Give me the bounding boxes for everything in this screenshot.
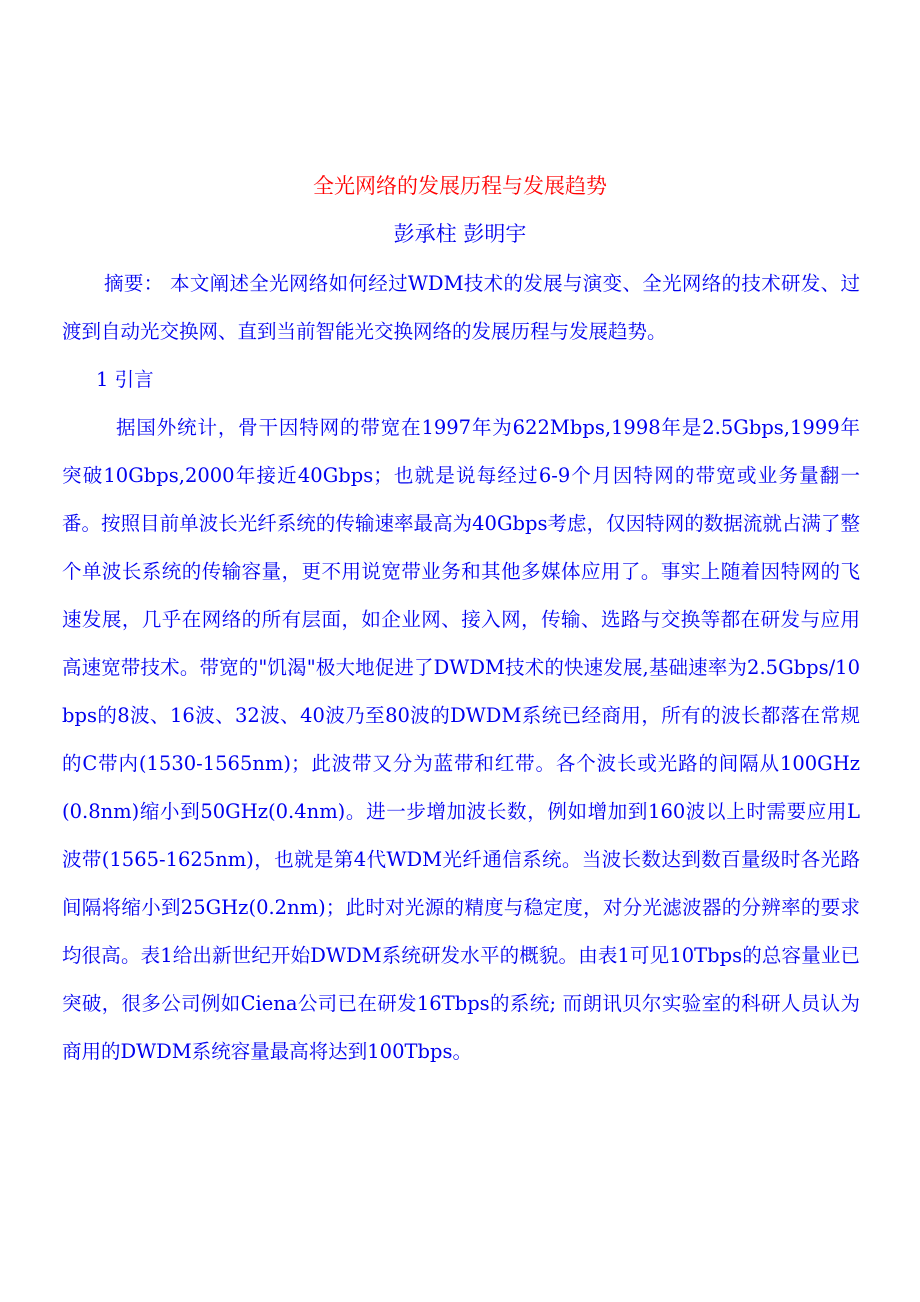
document-title: 全光网络的发展历程与发展趋势 xyxy=(313,174,607,198)
section-heading-introduction: 1 引言 xyxy=(96,368,154,391)
abstract-label: 摘要： xyxy=(104,272,164,295)
abstract-text: 本文阐述全光网络如何经过WDM技术的发展与演变、全光网络的技术研发、过渡到自动光交换网、直到当前智能光交换网络的发展历程与发展趋势。 xyxy=(62,272,860,343)
document-authors: 彭承柱 彭明宇 xyxy=(393,222,527,246)
abstract-paragraph xyxy=(62,260,860,356)
introduction-paragraph: 据国外统计，骨干因特网的带宽在1997年为622Mbps,1998年是2.5Gbps,1999年突破10Gbps,2000年接近40Gbps；也就是说每经过6-9个月因特网的带宽或业务量翻一番。按照目前单波长光纤系统的传输速率最高为40Gbps考虑，仅因特网的数据流就占满了整个单波长系统的传输容量，更不用说宽带业务和其他多媒体应用了。事实上随着因特网的飞速发展，几乎在网络的所有层面，如企业网、接入网，传输、选路与交换等都在研发与应用高速宽带技术。带宽的"饥渴"极大地促进了DWDM技术的快速发展,基础速率为2.5Gbps/10bps的8波、16波、32波、40波乃至80波的DWDM系统已经商用，所有的波长都落在常规的C带内(1530-1565nm)；此波带又分为蓝带和红带。各个波长或光路的间隔从100GHz(0.8nm)缩小到50GHz(0.4nm)。进一步增加波长数，例如增加到160波以上时需要应用L波带(1565-1625nm)，也就是第4代WDM光纤通信系统。当波长数达到数百量级时各光路间隔将缩小到25GHz(0.2nm)；此时对光源的精度与稳定度，对分光滤波器的分辨率的要求均很高。表1给出新世纪开始DWDM系统研发水平的概貌。由表1可见10Tbps的总容量业已突破，很多公司例如Ciena公司已在研发16Tbps的系统; 而朗讯贝尔实验室的科研人员认为商用的DWDM系统容量最高将达到100Tbps。 xyxy=(62,416,860,1063)
